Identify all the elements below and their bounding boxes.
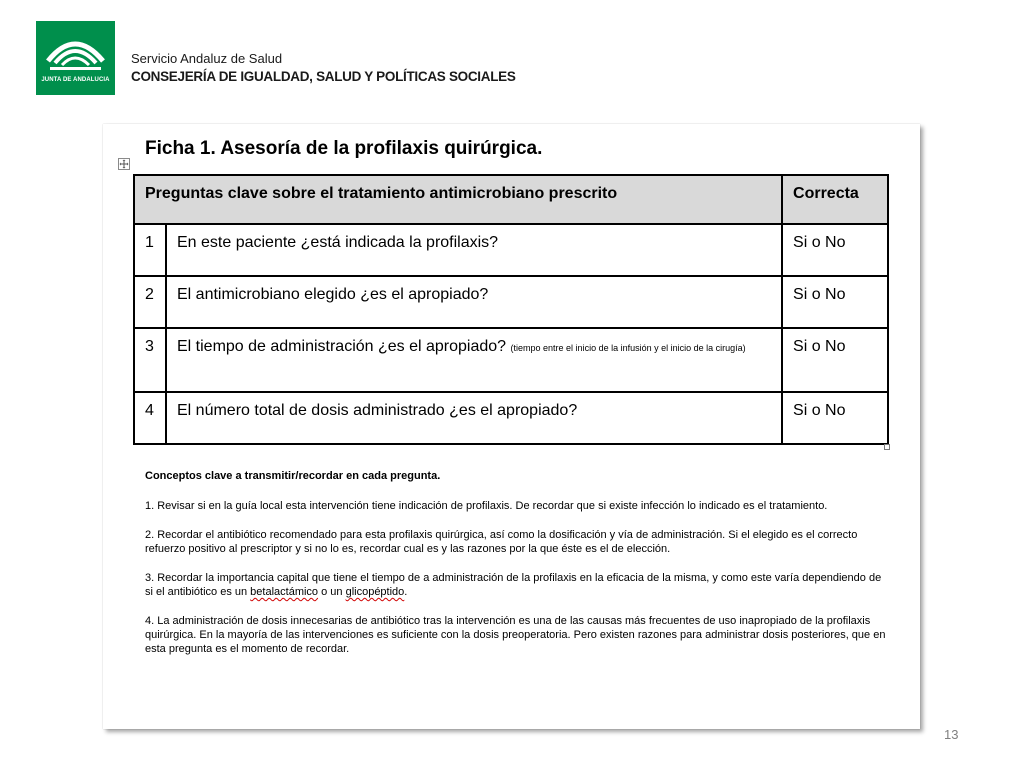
row-number: 2 xyxy=(134,276,166,328)
table-row xyxy=(134,392,888,444)
arch-logo-icon xyxy=(36,21,115,77)
document-sheet xyxy=(103,124,920,729)
concept-item-3-text: o un xyxy=(318,586,346,598)
table-resize-handle[interactable] xyxy=(884,444,890,450)
spellcheck-word: glicopéptido xyxy=(345,586,405,598)
questions-header: Preguntas clave sobre el tratamiento antimicrobiano prescrito xyxy=(134,175,782,224)
question-text: El tiempo de administración ¿es el apropiado? xyxy=(177,338,507,355)
question-cell: El número total de dosis administrado ¿es el apropiado? xyxy=(166,392,782,444)
table-move-handle-icon[interactable] xyxy=(118,158,130,170)
concept-item-3 xyxy=(145,571,890,599)
answer-cell: Si o No xyxy=(782,328,888,392)
concept-item-2: 2. Recordar el antibiótico recomendado para esta profilaxis quirúrgica, así como la dosificación y vía de administración. Si el elegido es el correcto refuerzo positivo al prescriptor y si no lo es, recordar cual es y las razones por la que éste es el de elección. xyxy=(145,529,858,555)
concept-item-4: 4. La administración de dosis innecesarias de antibiótico tras la intervención es una de las causas más frecuentes de uso inapropiado de la profilaxis quirúrgica. En la mayoría de las intervenciones es suficiente con la dosis preoperatoria. Pero existen razones para administrar dosis posteriores, que en esta pregunta es el momento de recordar. xyxy=(145,615,886,655)
slide-number: 13 xyxy=(944,727,959,742)
answer-cell: Si o No xyxy=(782,276,888,328)
concept-item-3-text: 3. Recordar la importancia capital que tiene el tiempo de a administración de la profilaxis en la eficacia de la misma, y como este varía dependiendo de si el antibiótico es un xyxy=(145,572,882,598)
junta-logo xyxy=(36,21,115,95)
correct-header: Correcta xyxy=(782,175,888,224)
answer-cell: Si o No xyxy=(782,224,888,276)
questions-table xyxy=(133,174,889,445)
spellcheck-word: betalactámico xyxy=(250,586,319,598)
concept-item-3-text: . xyxy=(404,586,408,598)
ministry-name: CONSEJERÍA DE IGUALDAD, SALUD Y POLÍTICAS SOCIALES xyxy=(131,69,516,84)
logo-caption: JUNTA DE ANDALUCIA xyxy=(41,77,110,83)
question-cell xyxy=(166,328,782,392)
document-title: Ficha 1. Asesoría de la profilaxis quirúrgica. xyxy=(145,138,543,159)
table-row xyxy=(134,224,888,276)
concepts-title: Conceptos clave a transmitir/recordar en cada pregunta. xyxy=(145,470,441,482)
row-number: 4 xyxy=(134,392,166,444)
table-row xyxy=(134,276,888,328)
question-cell: En este paciente ¿está indicada la profilaxis? xyxy=(166,224,782,276)
concept-item-1: 1. Revisar si en la guía local esta intervención tiene indicación de profilaxis. De recordar que si existe infección lo indicado es el tratamiento. xyxy=(145,500,828,512)
question-cell: El antimicrobiano elegido ¿es el apropiado? xyxy=(166,276,782,328)
answer-cell: Si o No xyxy=(782,392,888,444)
row-number: 1 xyxy=(134,224,166,276)
org-name: Servicio Andaluz de Salud xyxy=(131,51,283,66)
row-number: 3 xyxy=(134,328,166,392)
question-note: (tiempo entre el inicio de la infusión y el inicio de la cirugía) xyxy=(510,343,746,353)
table-header-row xyxy=(134,175,888,224)
key-concepts xyxy=(145,469,890,671)
table-row xyxy=(134,328,888,392)
